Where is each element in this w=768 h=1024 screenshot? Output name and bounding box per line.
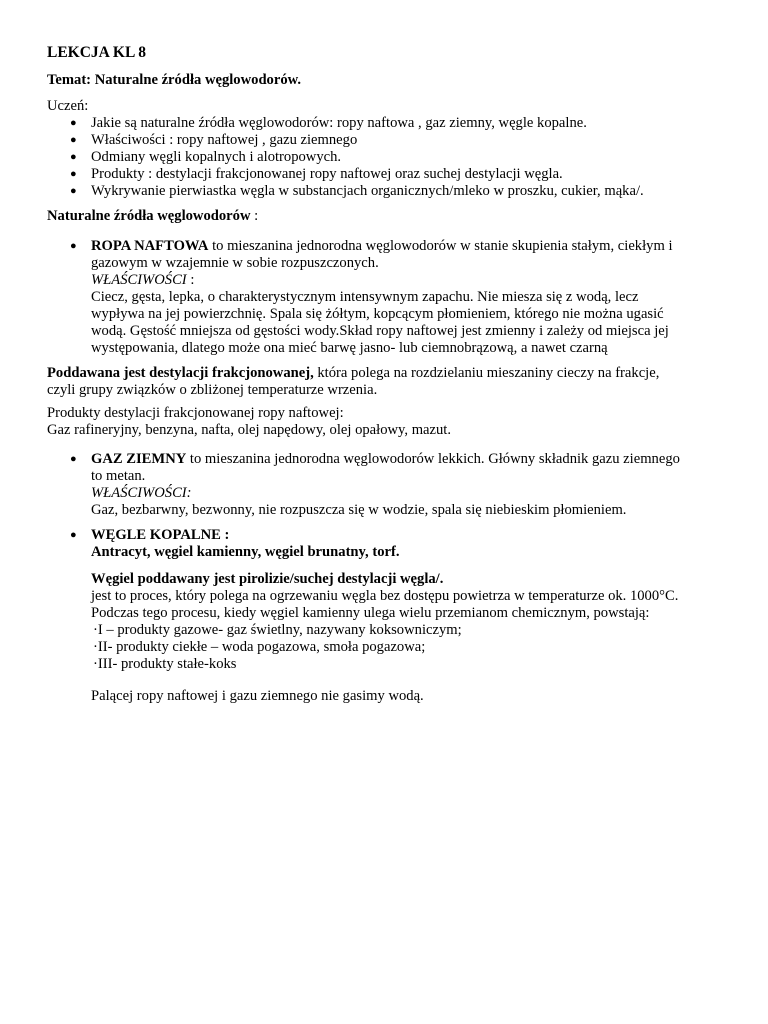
list-item: ● Właściwości : ropy naftowej , gazu ziemnego bbox=[70, 132, 358, 148]
bullet-icon: ● bbox=[70, 168, 77, 180]
ropa-props-label: WŁAŚCIWOŚCI : bbox=[91, 272, 195, 288]
wegle-heading: WĘGLE KOPALNE : bbox=[91, 527, 230, 543]
piroliza-heading: Węgiel poddawany jest pirolizie/suchej destylacji węgla/. bbox=[91, 571, 444, 587]
gaz-ziemny-item bbox=[47, 451, 727, 519]
gaz-props-text: Gaz, bezbarwny, bezwonny, nie rozpuszcza się w wodzie, spala się niebieskim płomieniem. bbox=[91, 502, 627, 518]
list-item: ● Jakie są naturalne źródła węglowodorów: ropy naftowa , gaz ziemny, węgle kopalne. bbox=[70, 115, 587, 131]
goals-list bbox=[47, 115, 727, 200]
gaz-definition: GAZ ZIEMNY to mieszanina jednorodna węglowodorów lekkich. Główny składnik gazu ziemnego to metan. bbox=[91, 451, 680, 484]
list-item: ● Wykrywanie pierwiastka węgla w substancjach organicznych/mleko w proszku, cukier, mąka/. bbox=[70, 183, 644, 199]
produkty-paragraph: Produkty destylacji frakcjonowanej ropy naftowej: Gaz rafineryjny, benzyna, nafta, olej napędowy, olej opałowy, mazut. bbox=[47, 405, 452, 438]
bullet-icon: ● bbox=[70, 117, 77, 129]
product-line: ·II- produkty ciekłe – woda pogazowa, smoła pogazowa; bbox=[93, 639, 426, 655]
lesson-title: LEKCJA KL 8 bbox=[47, 44, 147, 61]
bullet-icon: ● bbox=[70, 185, 77, 197]
product-line: ·I – produkty gazowe- gaz świetlny, nazywany koksowniczym; bbox=[93, 622, 462, 638]
section-heading: Naturalne źródła węglowodorów : bbox=[47, 208, 259, 224]
goals-intro: Uczeń: bbox=[47, 98, 89, 114]
bullet-icon: ● bbox=[70, 151, 77, 163]
ropa-definition: ROPA NAFTOWA to mieszanina jednorodna węglowodorów w stanie skupienia stałym, ciekłym i gazowym w wzajemnie w sobie rozpuszczonych. bbox=[91, 238, 673, 271]
wegle-types: Antracyt, węgiel kamienny, węgiel brunatny, torf. bbox=[91, 544, 400, 560]
wegle-kopalne-item bbox=[47, 527, 727, 705]
bullet-icon: ● bbox=[70, 529, 77, 541]
lesson-topic: Temat: Naturalne źródła węglowodorów. bbox=[47, 72, 302, 88]
piroliza-text: jest to proces, który polega na ogrzewaniu węgla bez dostępu powietrza w temperaturze ok. 1000°C. Podczas tego procesu, kiedy węgiel kamienny ulega wielu przemianom chemicznym, powstają: bbox=[91, 588, 679, 621]
ropa-naftowa-item bbox=[47, 238, 727, 357]
bullet-icon: ● bbox=[70, 240, 77, 252]
gaz-props-label: WŁAŚCIWOŚCI: bbox=[91, 485, 192, 501]
destylacja-paragraph: Poddawana jest destylacji frakcjonowanej, która polega na rozdzielaniu mieszaniny cieczy na frakcje, czyli grupy związków o zbliżonej temperaturze wrzenia. bbox=[47, 365, 660, 398]
product-line: ·III- produkty stałe-koks bbox=[93, 656, 237, 672]
ropa-props-text: Ciecz, gęsta, lepka, o charakterystycznym intensywnym zapachu. Nie miesza się z wodą, lecz wypływa na jej powierzchnię. Spala się żółtym, kopcącym płomieniem, którego nie można ugasić wodą. Gęstość mniejsza od gęstości wody.Skład ropy naftowej jest zmienny i zależy od miejsca jej występowania, dlatego może ona mieć barwę jasno- lub ciemnobrązową, a nawet czarną bbox=[91, 289, 669, 356]
list-item: ● Odmiany węgli kopalnych i alotropowych. bbox=[70, 149, 342, 165]
bullet-icon: ● bbox=[70, 453, 77, 465]
bullet-icon: ● bbox=[70, 134, 77, 146]
list-item: ● Produkty : destylacji frakcjonowanej ropy naftowej oraz suchej destylacji węgla. bbox=[70, 166, 563, 182]
closing-note: Palącej ropy naftowej i gazu ziemnego nie gasimy wodą. bbox=[91, 688, 424, 704]
document-body bbox=[47, 44, 727, 705]
